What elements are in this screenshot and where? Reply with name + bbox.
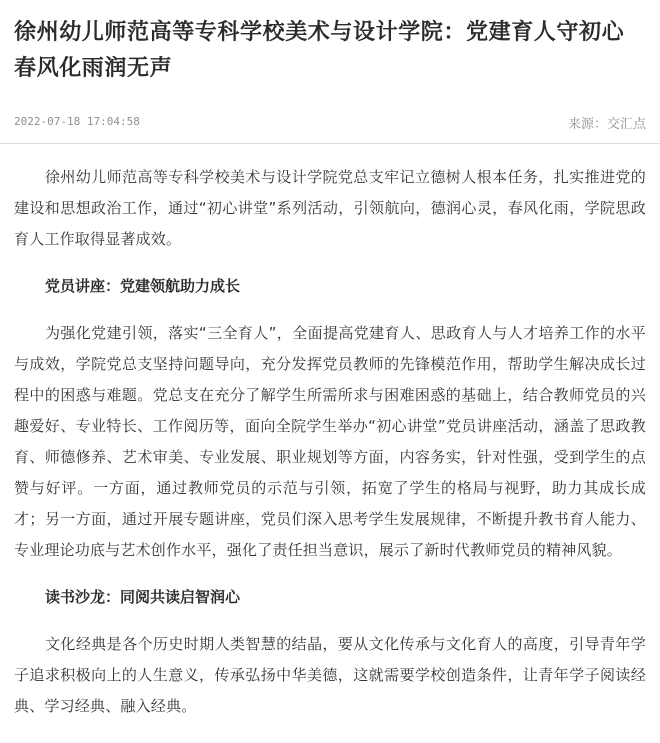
section-heading-reading-salon: 读书沙龙：同阅共读启智润心 <box>45 588 241 606</box>
source-label: 来源： <box>567 117 607 132</box>
section-heading-lectures: 党员讲座：党建领航助力成长 <box>45 277 241 295</box>
article-meta <box>14 113 646 133</box>
body-paragraph-reading-salon: 文化经典是各个历史时期人类智慧的结晶，要从文化传承与文化育人的高度，引导青年学子追求积极向上的人生意义，传承弘扬中华美德，这就需要学校创造条件，让青年学子阅读经典、学习经典、融入经典。 <box>14 635 646 715</box>
source-name: 交汇点 <box>606 117 646 132</box>
publish-date: 2022-07-18 17:04:58 <box>14 115 140 128</box>
article-body <box>14 162 646 722</box>
body-paragraph-intro: 徐州幼儿师范高等专科学校美术与设计学院党总支牢记立德树人根本任务，扎实推进党的建设和思想政治工作，通过“初心讲堂”系列活动，引领航向，德润心灵，春风化雨，学院思政育人工作取得显著成效。 <box>14 168 646 248</box>
body-paragraph-lectures: 为强化党建引领，落实“三全育人”，全面提高党建育人、思政育人与人才培养工作的水平与成效，学院党总支坚持问题导向，充分发挥党员教师的先锋模范作用，帮助学生解决成长过程中的困惑与难题。党总支在充分了解学生所需所求与困难困惑的基础上，结合教师党员的兴趣爱好、专业特长、工作阅历等，面向全院学生举办“初心讲堂”党员讲座活动，涵盖了思政教育、师德修养、艺术审美、专业发展、职业规划等方面，内容务实，针对性强，受到学生的点赞与好评。一方面，通过教师党员的示范与引领，拓宽了学生的格局与视野，助力其成长成才；另一方面，通过开展专题讲座，党员们深入思考学生发展规律，不断提升教书育人能力、专业理论功底与艺术创作水平，强化了责任担当意识，展示了新时代教师党员的精神风貌。 <box>14 324 646 559</box>
header-divider <box>0 143 660 144</box>
article-source <box>568 113 646 132</box>
article-title: 徐州幼儿师范高等专科学校美术与设计学院：党建育人守初心 春风化雨润无声 <box>14 19 625 81</box>
